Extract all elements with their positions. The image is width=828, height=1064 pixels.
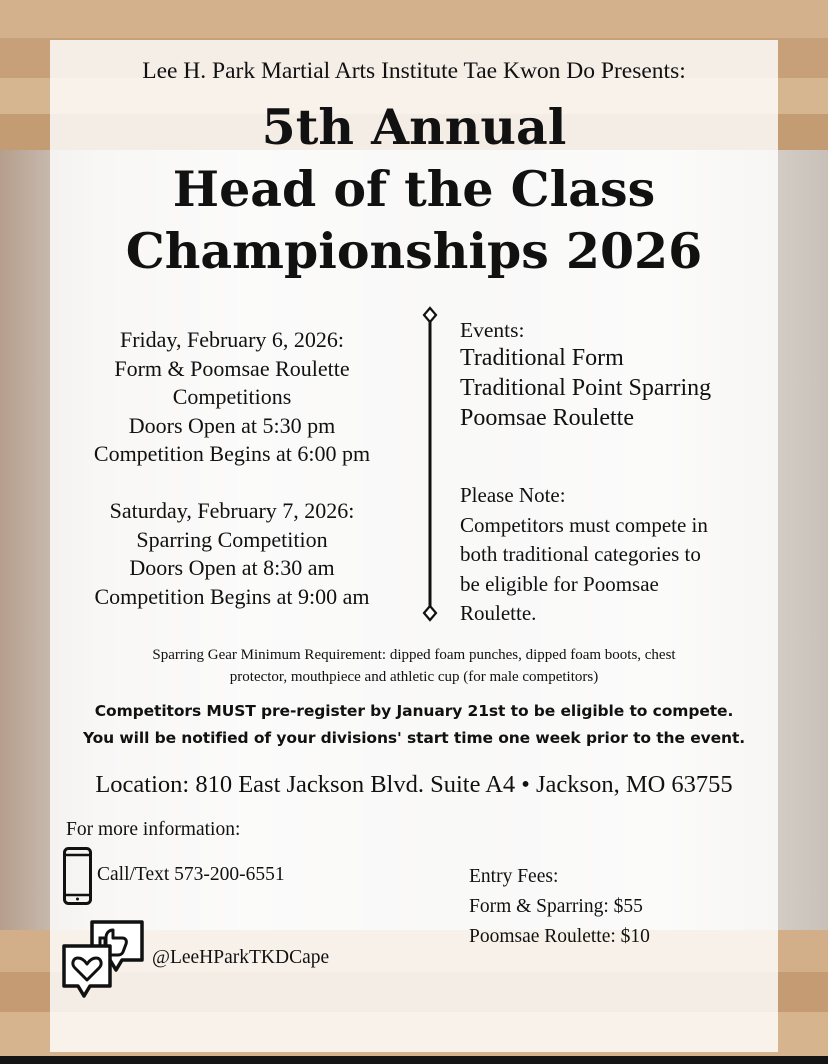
friday-line: Doors Open at 5:30 pm bbox=[128, 412, 336, 438]
title-line-2: Head of the Class bbox=[172, 160, 656, 218]
title-line-3: Championships 2026 bbox=[125, 222, 703, 280]
friday-schedule bbox=[40, 326, 424, 469]
social-handle: @LeeHParkTKDCape bbox=[152, 947, 330, 968]
note-line: both traditional categories to bbox=[460, 542, 701, 566]
event-item: Traditional Form bbox=[460, 345, 624, 371]
saturday-date: Saturday, February 7, 2026: bbox=[109, 498, 355, 523]
register-line-1: Competitors MUST pre-register by January 21st to be eligible to compete. bbox=[94, 702, 734, 720]
note-line: Roulette. bbox=[460, 601, 537, 625]
note-line: be eligible for Poomsae bbox=[460, 571, 659, 596]
more-info-label: For more information: bbox=[66, 819, 241, 840]
friday-line: Competitions bbox=[172, 384, 292, 409]
events-heading: Events: bbox=[460, 318, 525, 342]
location: Location: 810 East Jackson Blvd. Suite A4 • Jackson, MO 63755 bbox=[95, 771, 733, 798]
note-heading: Please Note: bbox=[460, 483, 566, 507]
saturday-schedule bbox=[40, 497, 424, 611]
events-list bbox=[460, 317, 800, 433]
entry-fees bbox=[469, 862, 650, 952]
gear-line-1: Sparring Gear Minimum Requirement: dipped foam punches, dipped foam boots, chest bbox=[152, 647, 676, 663]
saturday-line: Sparring Competition bbox=[136, 526, 328, 552]
phone-number: Call/Text 573-200-6551 bbox=[97, 864, 285, 885]
friday-line: Form & Poomsae Roulette bbox=[114, 355, 350, 381]
friday-line: Competition Begins at 6:00 pm bbox=[93, 441, 371, 466]
event-item: Traditional Point Sparring bbox=[460, 375, 712, 401]
divider-line bbox=[420, 306, 440, 624]
event-item: Poomsae Roulette bbox=[460, 405, 634, 431]
register-line-2: You will be notified of your divisions' start time one week prior to the event. bbox=[82, 729, 746, 747]
saturday-line: Competition Begins at 9:00 am bbox=[94, 583, 370, 609]
title-line-1: 5th Annual bbox=[261, 98, 567, 156]
bottom-bar bbox=[0, 1056, 828, 1064]
saturday-line: Doors Open at 8:30 am bbox=[129, 555, 335, 580]
note-line: Competitors must compete in bbox=[460, 512, 708, 537]
event-title bbox=[20, 96, 808, 282]
fees-heading: Entry Fees: bbox=[469, 866, 559, 887]
fee-item: Poomsae Roulette: $10 bbox=[469, 926, 650, 947]
presenter-line: Lee H. Park Martial Arts Institute Tae Kwon Do Presents: bbox=[142, 58, 686, 84]
fee-item: Form & Sparring: $55 bbox=[469, 896, 643, 917]
social-media-icon bbox=[60, 916, 146, 1002]
friday-date: Friday, February 6, 2026: bbox=[119, 327, 345, 352]
registration-notice bbox=[40, 698, 788, 752]
gear-requirement bbox=[60, 644, 768, 688]
please-note bbox=[460, 481, 800, 629]
phone-icon bbox=[62, 846, 94, 906]
gear-line-2: protector, mouthpiece and athletic cup (for male competitors) bbox=[229, 669, 599, 685]
